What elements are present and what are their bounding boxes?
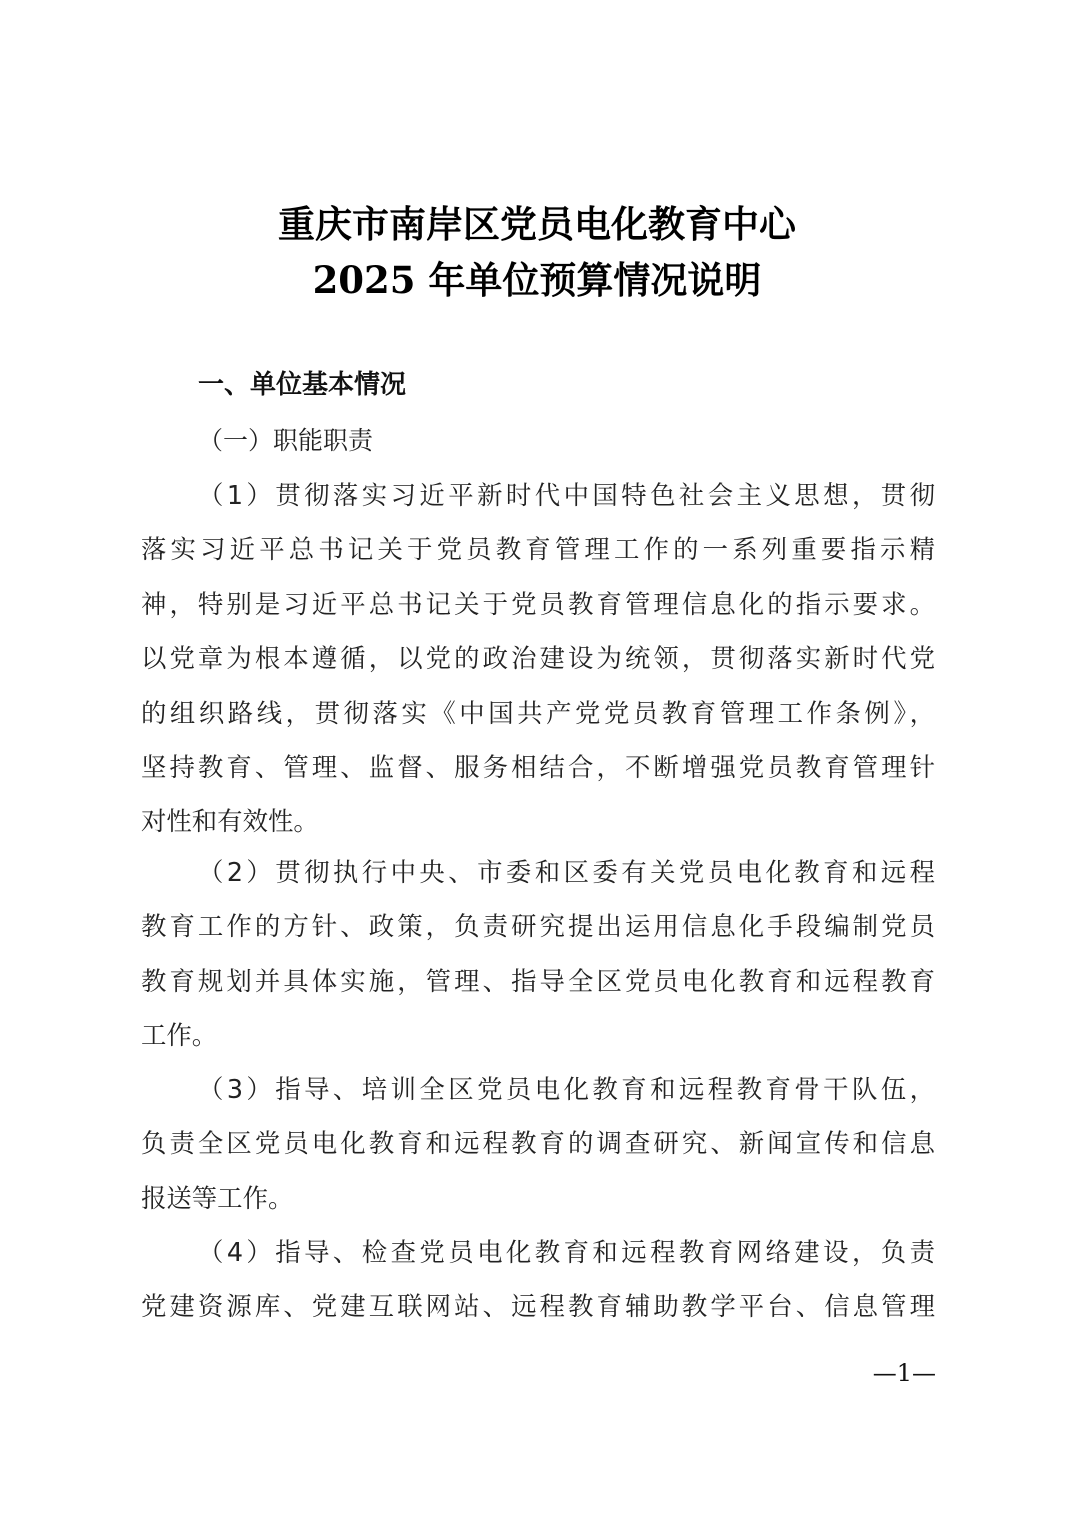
title-line-1: 重庆市南岸区党员电化教育中心 bbox=[278, 202, 796, 246]
paragraph-1 bbox=[141, 468, 935, 849]
paragraph-line: 负责全区党员电化教育和远程教育的调查研究、新闻宣传和信息 bbox=[141, 1128, 935, 1159]
section-heading: 一、单位基本情况 bbox=[198, 370, 407, 400]
paragraph-line: 工作。 bbox=[141, 1020, 218, 1051]
paragraph-line: 教育工作的方针、政策，负责研究提出运用信息化手段编制党员 bbox=[141, 911, 935, 942]
paragraph-line: 报送等工作。 bbox=[141, 1182, 294, 1213]
paragraph-line: 坚持教育、管理、监督、服务相结合，不断增强党员教育管理针 bbox=[141, 751, 935, 782]
paragraph-line: （4）指导、检查党员电化教育和远程教育网络建设，负责 bbox=[198, 1237, 935, 1267]
paragraph-line: （1）贯彻落实习近平新时代中国特色社会主义思想，贯彻 bbox=[198, 480, 935, 510]
paragraph-line: 党建资源库、党建互联网站、远程教育辅助教学平台、信息管理 bbox=[141, 1291, 935, 1322]
paragraph-line: 神，特别是习近平总书记关于党员教育管理信息化的指示要求。 bbox=[141, 588, 935, 619]
paragraph-line: 教育规划并具体实施，管理、指导全区党员电化教育和远程教育 bbox=[141, 965, 935, 996]
paragraph-4 bbox=[141, 1225, 935, 1334]
document-title bbox=[0, 196, 1074, 308]
subsection-heading: （一）职能职责 bbox=[198, 426, 374, 455]
paragraph-line: 对性和有效性。 bbox=[141, 806, 319, 837]
title-line-2: 2025 年单位预算情况说明 bbox=[312, 258, 762, 302]
paragraph-3 bbox=[141, 1062, 935, 1225]
paragraph-line: 以党章为根本遵循，以党的政治建设为统领，贯彻落实新时代党 bbox=[141, 643, 935, 674]
paragraph-line: （2）贯彻执行中央、市委和区委有关党员电化教育和远程 bbox=[198, 857, 935, 887]
paragraph-line: 落实习近平总书记关于党员教育管理工作的一系列重要指示精 bbox=[141, 534, 935, 565]
paragraph-line: （3）指导、培训全区党员电化教育和远程教育骨干队伍， bbox=[198, 1074, 935, 1104]
page-number: —1— bbox=[872, 1359, 936, 1387]
paragraph-line: 的组织路线，贯彻落实《中国共产党党员教育管理工作条例》， bbox=[141, 697, 935, 728]
paragraph-2 bbox=[141, 845, 935, 1063]
